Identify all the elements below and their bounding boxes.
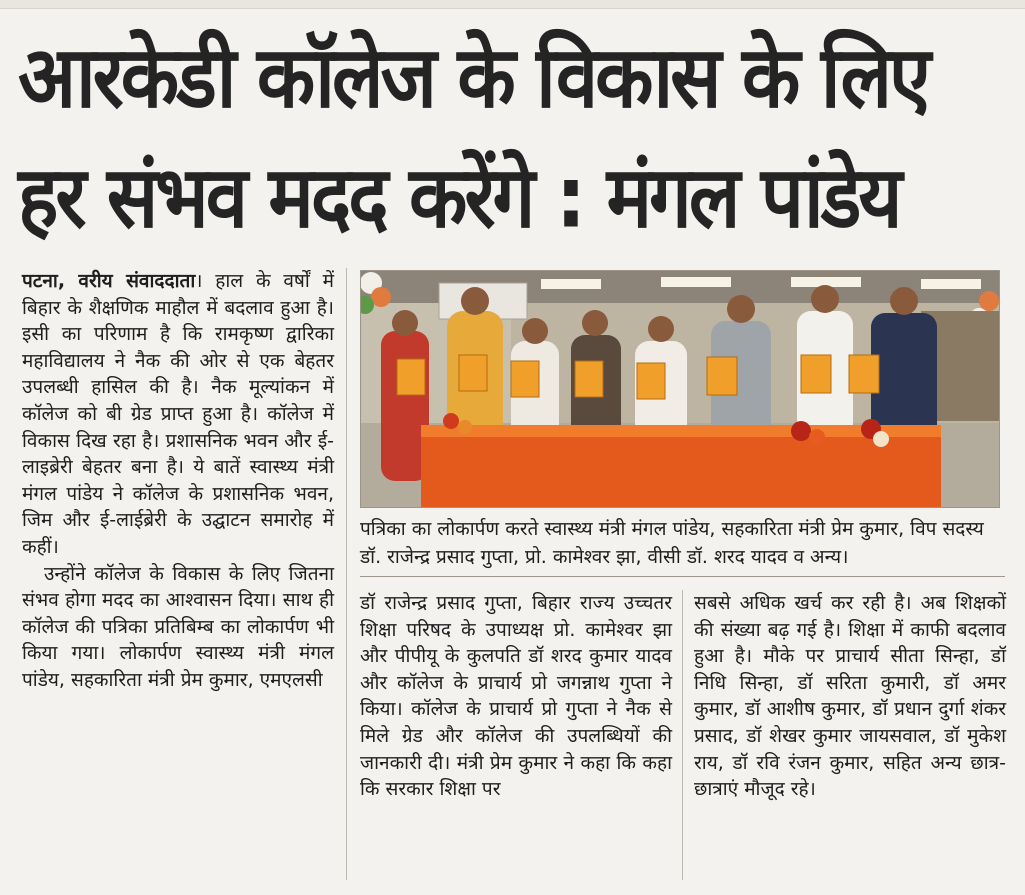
- caption-rule: [360, 576, 1005, 577]
- column-rule-1: [346, 268, 347, 880]
- article-column-2-text: डॉ राजेन्द्र प्रसाद गुप्ता, बिहार राज्य उच्चतर शिक्षा परिषद के उपाध्यक्ष प्रो. कामेश्वर झा और पीपीयू के कुलपति डॉ शरद कुमार यादव और कॉलेज के प्राचार्य प्रो जगन्नाथ गुप्ता ने किया। कॉलेज के प्राचार्य प्रो गुप्ता ने नैक से मिले ग्रेड और कॉलेज की उपलब्धियों की जानकारी दी। मंत्री प्रेम कुमार ने कहा कि कहा कि सरकार शिक्षा पर: [360, 592, 672, 801]
- magazine-launch-photo: [361, 271, 999, 507]
- article-column-3: [694, 590, 1006, 803]
- article-column-2: [360, 590, 672, 803]
- photo-caption: पत्रिका का लोकार्पण करते स्वास्थ्य मंत्री मंगल पांडेय, सहकारिता मंत्री प्रेम कुमार, विप सदस्य डॉ. राजेन्द्र प्रसाद गुप्ता, प्रो. कामेश्वर झा, वीसी डॉ. शरद यादव व अन्य।: [360, 518, 984, 568]
- headline-line-2: हर संभव मदद करेंगे : मंगल पांडेय: [18, 147, 900, 247]
- article-column-3-text: सबसे अधिक खर्च कर रही है। अब शिक्षकों की संख्या बढ़ गई है। शिक्षा में काफी बदलाव हुआ है। मौके पर प्राचार्य सीता सिन्हा, डॉ निधि सिन्हा, डॉ सरिता कुमारी, डॉ अमर कुमार, डॉ आशीष कुमार, डॉ प्रधान दुर्गा शंकर प्रसाद, डॉ शेखर कुमार जायसवाल, डॉ मुकेश राय, डॉ रवि रंजन कुमार, सहित अन्य छात्र-छात्राएं मौजूद रहे।: [694, 592, 1006, 801]
- article-paragraph-2: उन्होंने कॉलेज के विकास के लिए जितना संभव होगा मदद का आश्वासन दिया। साथ ही कॉलेज की पत्रिका प्रतिबिम्ब का लोकार्पण भी किया गया। लोकार्पण स्वास्थ्य मंत्री मंगल पांडेय, सहकारिता मंत्री प्रेम कुमार, एमएलसी: [22, 562, 334, 691]
- headline-line-1: आरकेडी कॉलेज के विकास के लिए: [18, 27, 929, 127]
- news-photo: [360, 270, 1000, 508]
- column-rule-2: [682, 590, 683, 880]
- page-top-strip: [0, 0, 1025, 9]
- article-paragraph-1-text: हाल के वर्षों में बिहार के शैक्षणिक माहौल में बदलाव हुआ है। इसी का परिणाम है कि रामकृष्ण द्वारिका महाविद्यालय ने नैक की ओर से एक बेहतर उपलब्धी हासिल की है। नैक मूल्यांकन में कॉलेज को बी ग्रेड प्राप्त हुआ है। कॉलेज में विकास दिख रहा है। प्रशासनिक भवन और ई-लाइब्रेरी बेहतर बना है। ये बातें स्वास्थ्य मंत्री मंगल पांडेय ने कॉलेज के प्रशासनिक भवन, जिम और ई-लाईब्रेरी के उद्घाटन समारोह में कहीं।: [22, 270, 334, 558]
- article-paragraph-1: [22, 268, 334, 561]
- article-column-1: [22, 268, 334, 694]
- dateline-separator: ।: [195, 270, 203, 292]
- dateline: पटना, वरीय संवाददाता: [22, 270, 196, 292]
